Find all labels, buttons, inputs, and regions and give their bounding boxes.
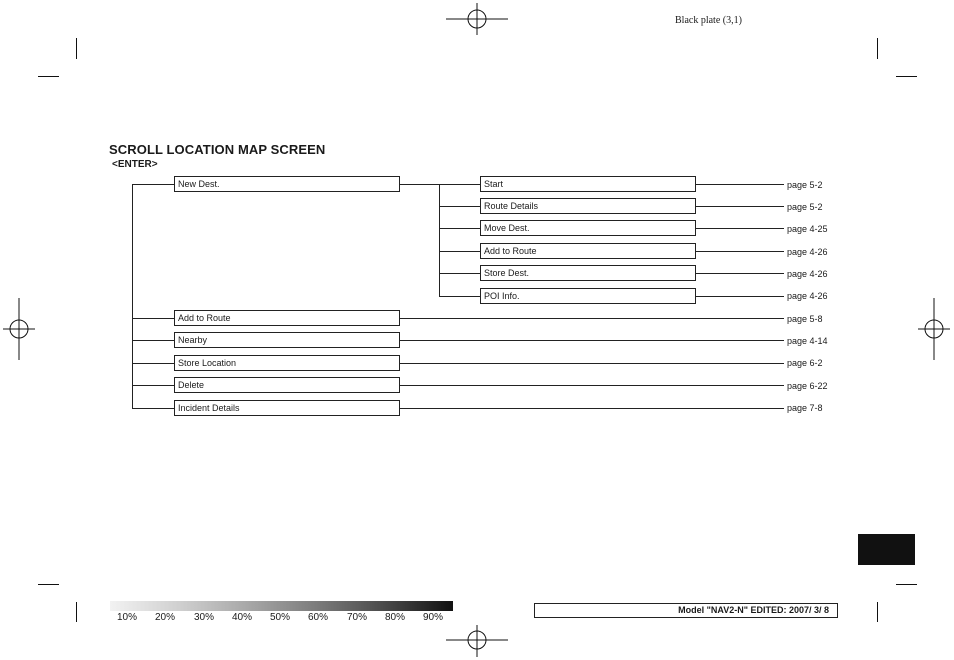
- chapter-tab: [858, 534, 915, 565]
- registration-mark-left: [3, 298, 35, 360]
- leader-line: [400, 408, 784, 409]
- leader-line: [696, 228, 784, 229]
- page-ref: page 4-25: [787, 224, 828, 234]
- leader-line: [696, 296, 784, 297]
- registration-mark-top: [446, 3, 508, 35]
- scale-label: 70%: [347, 612, 368, 623]
- scale-label: 90%: [423, 612, 444, 623]
- connector: [132, 385, 174, 386]
- menu-item-store-location[interactable]: Store Location: [174, 355, 400, 371]
- scale-label: 10%: [117, 612, 138, 623]
- connector: [132, 408, 174, 409]
- color-scale-bar: [110, 601, 453, 611]
- scale-label: 20%: [155, 612, 176, 623]
- page-ref: page 4-26: [787, 247, 828, 257]
- connector: [132, 363, 174, 364]
- connector: [439, 296, 480, 297]
- branch-line: [400, 184, 480, 185]
- submenu-item-store-dest[interactable]: Store Dest.: [480, 265, 696, 281]
- leader-line: [696, 184, 784, 185]
- scale-label: 60%: [308, 612, 329, 623]
- section-title: SCROLL LOCATION MAP SCREEN: [109, 142, 326, 157]
- page-ref: page 5-2: [787, 180, 823, 190]
- menu-item-delete[interactable]: Delete: [174, 377, 400, 393]
- connector: [439, 273, 480, 274]
- page-ref: page 6-22: [787, 381, 828, 391]
- menu-item-nearby[interactable]: Nearby: [174, 332, 400, 348]
- page-ref: page 4-26: [787, 269, 828, 279]
- leader-line: [400, 340, 784, 341]
- connector: [439, 251, 480, 252]
- connector: [132, 340, 174, 341]
- page-ref: page 4-26: [787, 291, 828, 301]
- leader-line: [400, 318, 784, 319]
- scale-label: 80%: [385, 612, 406, 623]
- connector: [132, 184, 174, 185]
- page-ref: page 5-8: [787, 314, 823, 324]
- scale-label: 30%: [194, 612, 215, 623]
- submenu-item-route-details[interactable]: Route Details: [480, 198, 696, 214]
- submenu-item-add-to-route[interactable]: Add to Route: [480, 243, 696, 259]
- registration-mark-right: [918, 298, 950, 360]
- page-ref: page 4-14: [787, 336, 828, 346]
- registration-mark-bottom: [446, 625, 508, 657]
- page-ref: page 7-8: [787, 403, 823, 413]
- trunk-line: [132, 184, 133, 408]
- leader-line: [696, 206, 784, 207]
- model-edited-label: Model "NAV2-N" EDITED: 2007/ 3/ 8: [534, 603, 838, 618]
- menu-item-add-to-route[interactable]: Add to Route: [174, 310, 400, 326]
- menu-item-new-dest[interactable]: New Dest.: [174, 176, 400, 192]
- leader-line: [400, 385, 784, 386]
- sub-trunk-line: [439, 184, 440, 296]
- scale-label: 50%: [270, 612, 291, 623]
- menu-item-incident-details[interactable]: Incident Details: [174, 400, 400, 416]
- submenu-item-poi-info[interactable]: POI Info.: [480, 288, 696, 304]
- page-ref: page 5-2: [787, 202, 823, 212]
- page-ref: page 6-2: [787, 358, 823, 368]
- connector: [439, 206, 480, 207]
- section-subtitle: <ENTER>: [112, 159, 158, 170]
- plate-label: Black plate (3,1): [675, 15, 742, 26]
- leader-line: [400, 363, 784, 364]
- submenu-item-start[interactable]: Start: [480, 176, 696, 192]
- leader-line: [696, 273, 784, 274]
- connector: [439, 228, 480, 229]
- connector: [132, 318, 174, 319]
- submenu-item-move-dest[interactable]: Move Dest.: [480, 220, 696, 236]
- leader-line: [696, 251, 784, 252]
- scale-label: 40%: [232, 612, 253, 623]
